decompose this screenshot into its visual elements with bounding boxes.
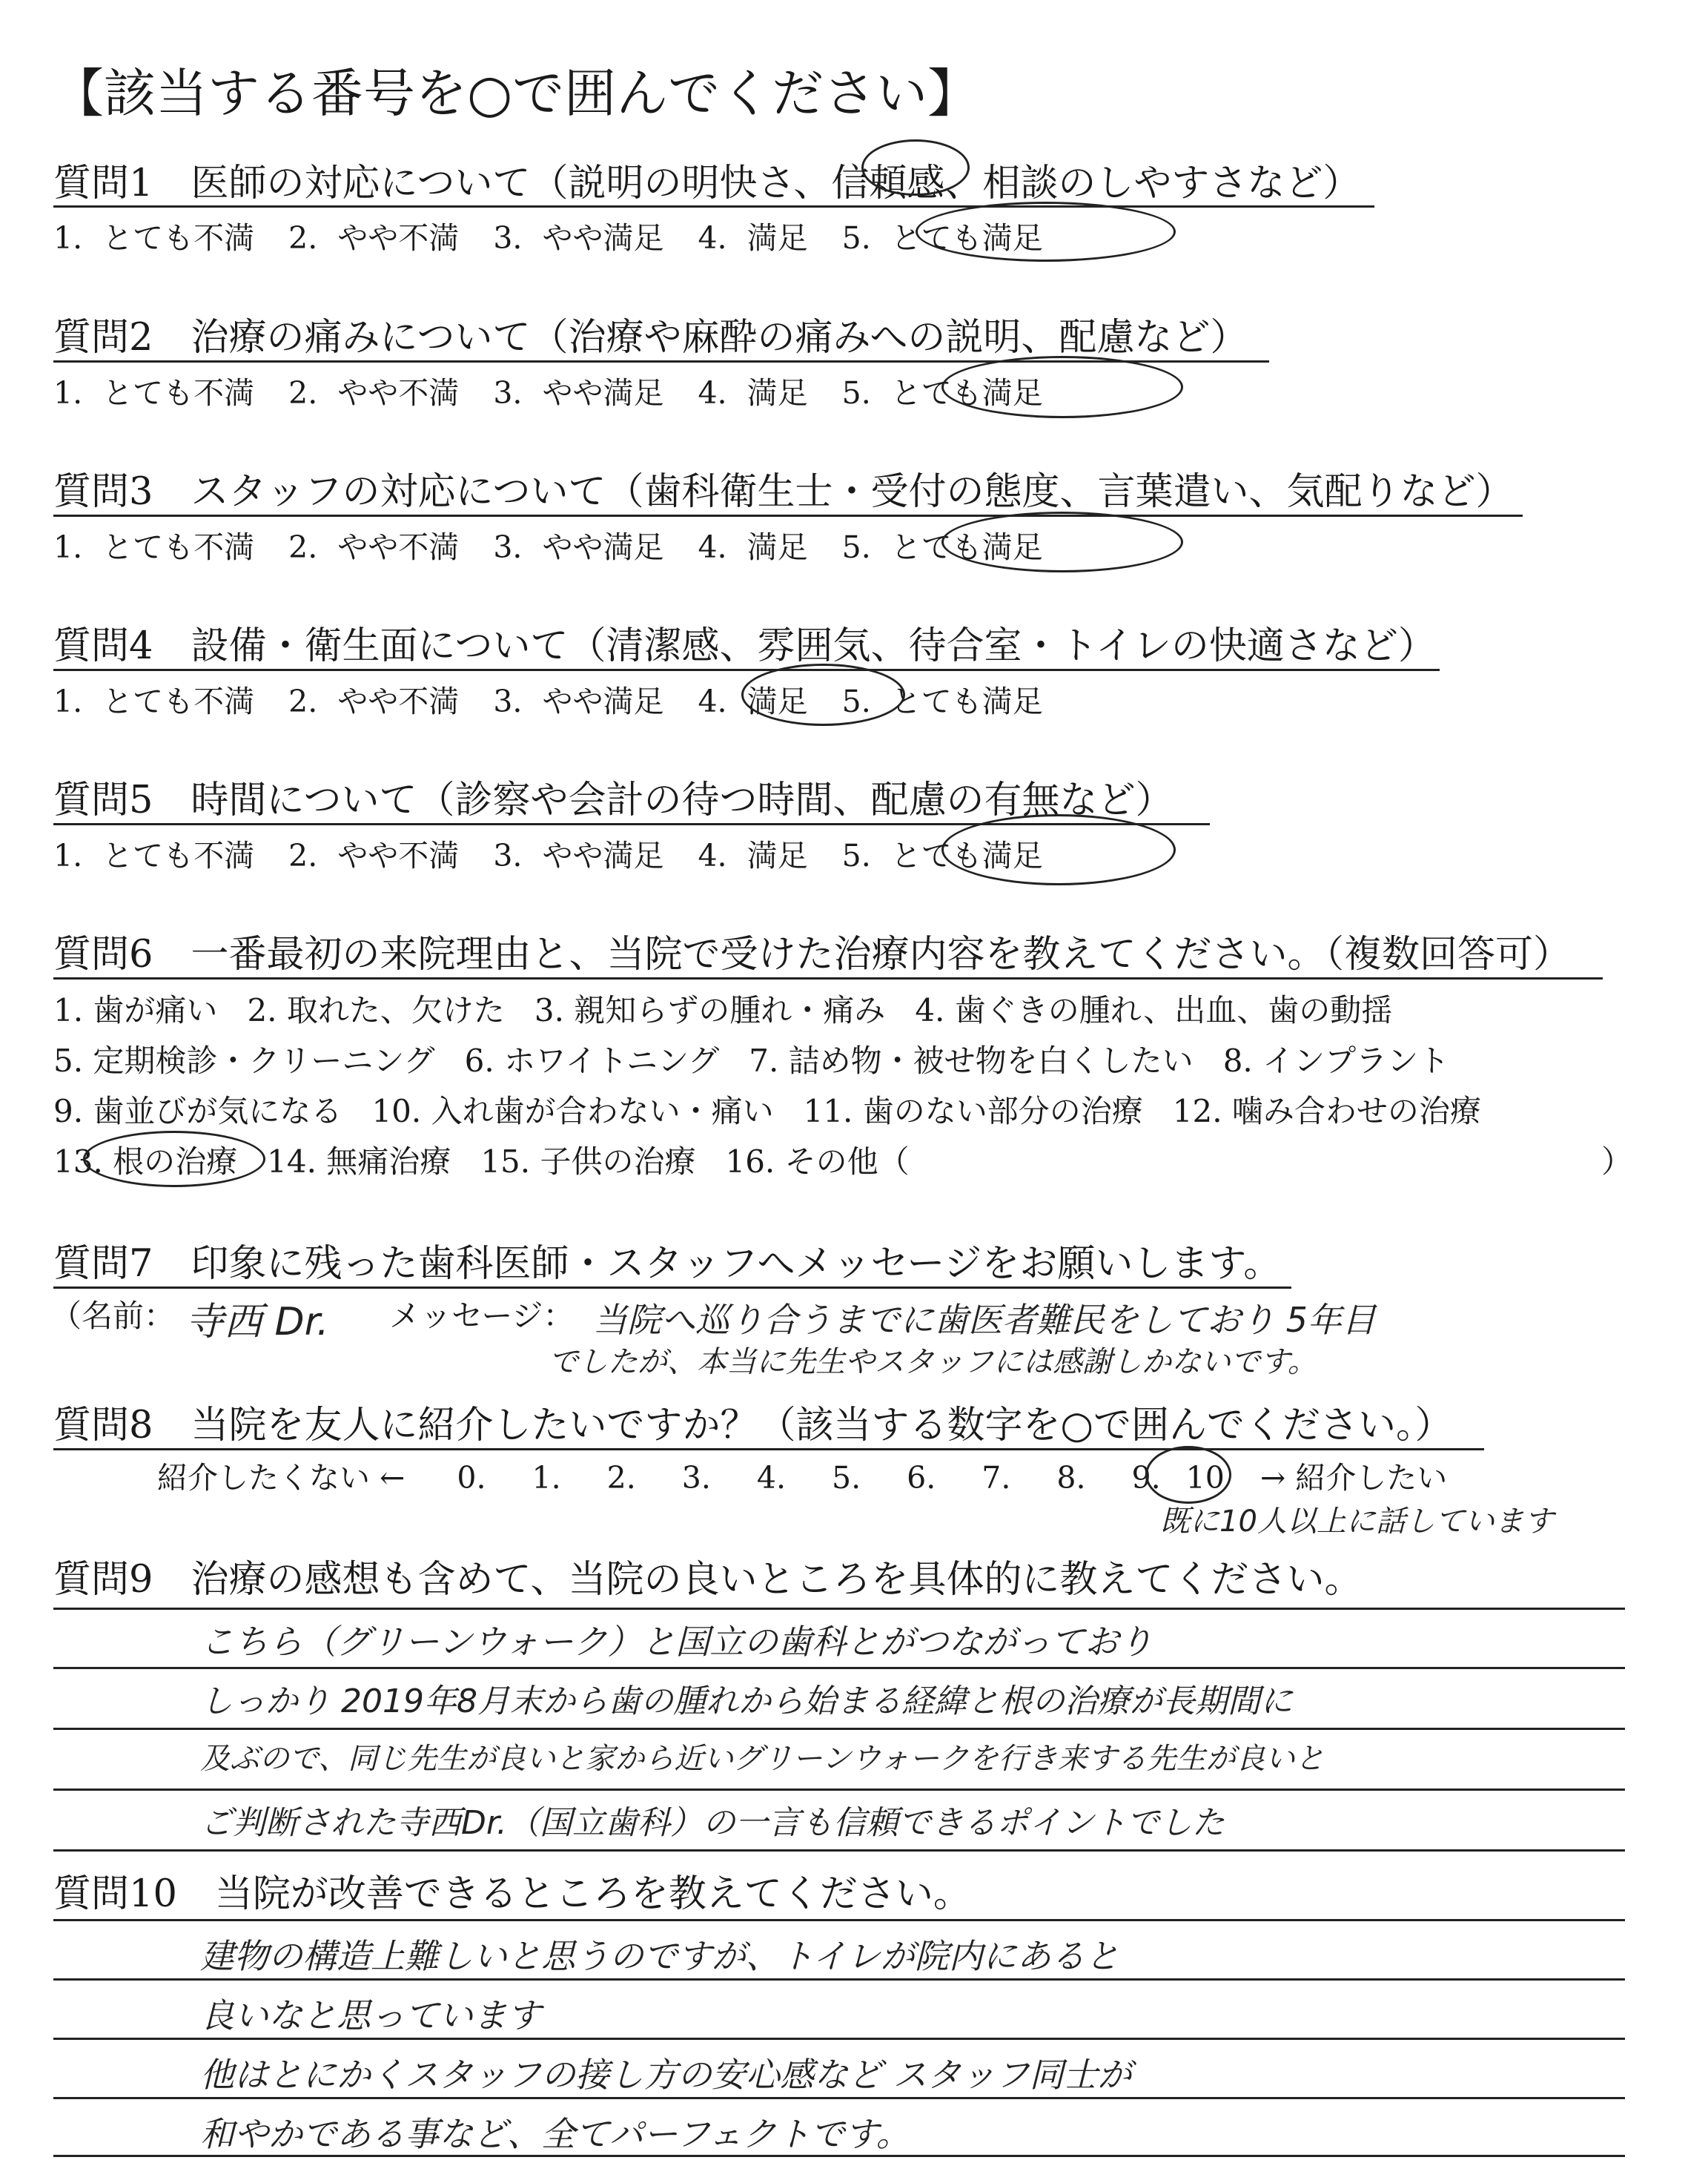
- q4-option-2[interactable]: 2. やや不満: [288, 684, 460, 719]
- question-1-header: [53, 152, 1360, 207]
- question-5-header: [53, 769, 1173, 824]
- q3-option-2[interactable]: 2. やや不満: [288, 529, 460, 565]
- q9-rule-5: [53, 1849, 1625, 1852]
- q5-option-3[interactable]: 3. やや満足: [493, 838, 664, 873]
- question-5-label: 質問5: [53, 779, 153, 822]
- q8-option-9[interactable]: 9.: [1131, 1460, 1161, 1496]
- q1-text-circle: [861, 139, 970, 196]
- q3-option-3[interactable]: 3. やや満足: [493, 529, 664, 565]
- question-1-label: 質問1: [53, 162, 153, 205]
- q7-message-line-1[interactable]: 当院へ巡り合うまでに歯医者難民をしており 5年目: [593, 1300, 1376, 1340]
- q2-option-2[interactable]: 2. やや不満: [288, 375, 460, 411]
- q3-option-1[interactable]: 1. とても不満: [53, 529, 255, 565]
- q6-row-2: [53, 1037, 1479, 1081]
- q8-option-7[interactable]: 7.: [982, 1460, 1011, 1496]
- q6-option-4[interactable]: 4. 歯ぐきの腫れ、出血、歯の動揺: [915, 992, 1393, 1028]
- q5-option-1[interactable]: 1. とても不満: [53, 838, 255, 873]
- question-4-text: 設備・衛生面について（清潔感、雰囲気、待合室・トイレの快適さなど）: [191, 624, 1436, 668]
- question-6-underline: [53, 977, 1603, 980]
- q2-option-5[interactable]: 5. とても満足: [841, 375, 1043, 411]
- question-4-underline: [53, 669, 1440, 671]
- q8-scale: [157, 1453, 1447, 1497]
- question-7-label: 質問7: [53, 1242, 153, 1286]
- q9-rule-2: [53, 1667, 1625, 1669]
- question-4-header: [53, 615, 1436, 670]
- q3-option-4[interactable]: 4. 満足: [698, 529, 808, 565]
- q9-answer-line-2[interactable]: しっかり 2019年8月末から歯の腫れから始まる経緯と根の治療が長期間に: [200, 1682, 1293, 1720]
- q10-rule-1: [53, 1919, 1625, 1921]
- question-10-header: [53, 1863, 971, 1918]
- question-3-options: [53, 523, 1043, 567]
- question-7-text: 印象に残った歯科医師・スタッフへメッセージをお願いします。: [191, 1242, 1282, 1286]
- q7-message-label: メッセージ：: [389, 1298, 575, 1334]
- q8-option-8[interactable]: 8.: [1056, 1460, 1086, 1496]
- q10-answer-line-2[interactable]: 良いなと思っています: [200, 1995, 541, 2035]
- question-10-text: 当院が改善できるところを教えてください。: [214, 1872, 971, 1916]
- q5-option-4[interactable]: 4. 満足: [698, 838, 808, 873]
- q1-option-4[interactable]: 4. 満足: [698, 220, 808, 256]
- q8-selected-circle: [1145, 1446, 1231, 1504]
- question-9-text: 治療の感想も含めて、当院の良いところを具体的に教えてください。: [191, 1558, 1363, 1602]
- q5-option-5[interactable]: 5. とても満足: [841, 838, 1043, 873]
- q4-option-4[interactable]: 4. 満足: [698, 684, 808, 719]
- q1-option-2[interactable]: 2. やや不満: [288, 220, 460, 256]
- q4-selected-circle: [741, 664, 905, 726]
- q1-option-5[interactable]: 5. とても満足: [841, 220, 1043, 256]
- q3-selected-circle: [941, 512, 1183, 572]
- question-9-header: [53, 1548, 1362, 1603]
- q8-option-3[interactable]: 3.: [681, 1460, 711, 1496]
- q8-option-6[interactable]: 6.: [907, 1460, 936, 1496]
- q4-option-5[interactable]: 5. とても満足: [841, 684, 1043, 719]
- q8-option-5[interactable]: 5.: [832, 1460, 861, 1496]
- q6-option-10[interactable]: 10. 入れ歯が合わない・痛い: [371, 1093, 774, 1129]
- q9-rule-4: [53, 1789, 1625, 1791]
- q10-answer-line-3[interactable]: 他はとにかくスタッフの接し方の安心感など スタッフ同士が: [200, 2055, 1132, 2095]
- q6-row-3: [53, 1087, 1511, 1132]
- q8-option-1[interactable]: 1.: [532, 1460, 561, 1496]
- q6-option-7[interactable]: 7. 詰め物・被せ物を白くしたい: [749, 1043, 1194, 1079]
- question-5-options: [53, 831, 1043, 875]
- question-9-label: 質問9: [53, 1558, 153, 1602]
- q6-option-1[interactable]: 1. 歯が痛い: [53, 992, 218, 1028]
- q2-option-1[interactable]: 1. とても不満: [53, 375, 255, 411]
- q9-answer-line-3[interactable]: 及ぶので、同じ先生が良いと家から近いグリーンウォークを行き来する先生が良いと: [200, 1742, 1325, 1776]
- q8-option-2[interactable]: 2.: [606, 1460, 636, 1496]
- question-7-underline: [53, 1287, 1291, 1289]
- question-2-header: [53, 306, 1248, 361]
- question-6-label: 質問6: [53, 933, 153, 977]
- q6-option-11[interactable]: 11. 歯のない部分の治療: [803, 1093, 1143, 1129]
- q1-option-3[interactable]: 3. やや満足: [493, 220, 664, 256]
- q6-option-16[interactable]: 16. その他（: [725, 1143, 910, 1180]
- q6-option-8[interactable]: 8. インプラント: [1222, 1043, 1450, 1079]
- question-8-text: 当院を友人に紹介したいですか？（該当する数字を○で囲んでください。）: [191, 1404, 1453, 1447]
- q9-rule-1: [53, 1608, 1625, 1610]
- question-3-label: 質問3: [53, 470, 153, 514]
- q6-option-14[interactable]: 14. 無痛治療: [267, 1143, 451, 1180]
- q6-option-5[interactable]: 5. 定期検診・クリーニング: [53, 1043, 435, 1079]
- question-7-header: [53, 1232, 1281, 1287]
- q10-answer-line-4[interactable]: 和やかである事など、全てパーフェクトです。: [200, 2114, 910, 2154]
- q8-option-10-selected[interactable]: 10: [1185, 1460, 1225, 1496]
- q6-other-close-paren: ）: [1601, 1143, 1633, 1180]
- q1-selected-circle: [916, 202, 1176, 262]
- question-10-label: 質問10: [53, 1872, 177, 1916]
- question-3-header: [53, 460, 1513, 515]
- q8-option-4[interactable]: 4.: [756, 1460, 787, 1496]
- q8-right-label: → 紹介したい: [1260, 1460, 1448, 1496]
- q6-option-12[interactable]: 12. 噛み合わせの治療: [1172, 1093, 1481, 1129]
- q3-option-5[interactable]: 5. とても満足: [841, 529, 1043, 565]
- q6-row-1: [53, 986, 1422, 1031]
- question-1-text: 医師の対応について（説明の明快さ、信頼感、相談のしやすさなど）: [191, 162, 1361, 205]
- q6-option-9[interactable]: 9. 歯並びが気になる: [53, 1093, 342, 1129]
- question-8-label: 質問8: [53, 1404, 153, 1447]
- question-2-text: 治療の痛みについて（治療や麻酔の痛みへの説明、配慮など）: [191, 316, 1248, 360]
- question-8-underline: [53, 1448, 1484, 1450]
- q8-left-label: 紹介したくない ←: [157, 1460, 406, 1496]
- q10-rule-4: [53, 2097, 1625, 2099]
- q7-name-label: （名前：: [50, 1298, 176, 1334]
- q1-option-1[interactable]: 1. とても不満: [53, 220, 255, 256]
- q10-answer-line-1[interactable]: 建物の構造上難しいと思うのですが、トイレが院内にあると: [200, 1936, 1119, 1976]
- question-2-options: [53, 369, 1043, 412]
- q9-rule-3: [53, 1728, 1625, 1730]
- question-3-underline: [53, 515, 1523, 517]
- question-1-options: [53, 214, 1043, 257]
- q8-option-0[interactable]: 0.: [457, 1460, 486, 1496]
- q6-selected-circle: [83, 1131, 265, 1187]
- q10-rule-2: [53, 1978, 1625, 1981]
- question-2-label: 質問2: [53, 316, 153, 360]
- page-title: 【該当する番号を○で囲んでください】: [52, 63, 980, 124]
- q2-option-4[interactable]: 4. 満足: [698, 375, 808, 411]
- question-8-header: [53, 1394, 1452, 1449]
- q6-option-15[interactable]: 15. 子供の治療: [480, 1143, 696, 1180]
- q7-name-value[interactable]: 寺西 Dr.: [185, 1300, 329, 1344]
- q10-rule-3: [53, 2038, 1625, 2040]
- q7-message-line-2[interactable]: でしたが、本当に先生やスタッフには感謝しかないです。: [549, 1345, 1317, 1379]
- q9-answer-line-4[interactable]: ご判断された寺西Dr.（国立歯科）の一言も信頼できるポイントでした: [200, 1804, 1225, 1842]
- q6-option-6[interactable]: 6. ホワイトニング: [464, 1043, 720, 1079]
- q5-option-2[interactable]: 2. やや不満: [288, 838, 460, 873]
- q8-handwritten-note[interactable]: 既に10人以上に話しています: [1160, 1505, 1554, 1539]
- q4-option-3[interactable]: 3. やや満足: [493, 684, 664, 719]
- q6-option-13[interactable]: 13. 根の治療: [53, 1143, 238, 1180]
- question-6-text: 一番最初の来院理由と、当院で受けた治療内容を教えてください。（複数回答可）: [191, 933, 1571, 977]
- question-4-label: 質問4: [53, 624, 153, 668]
- question-1-underline: [53, 205, 1374, 208]
- q2-selected-circle: [941, 356, 1183, 418]
- q6-option-2[interactable]: 2. 取れた、欠けた: [247, 992, 505, 1028]
- q9-answer-line-1[interactable]: こちら（グリーンウォーク）と国立の歯科とがつながっており: [200, 1622, 1153, 1662]
- q4-option-1[interactable]: 1. とても不満: [53, 684, 255, 719]
- question-6-header: [53, 923, 1571, 978]
- question-3-text: スタッフの対応について（歯科衛生士・受付の態度、言葉遣い、気配りなど）: [191, 470, 1514, 514]
- question-5-text: 時間について（診察や会計の待つ時間、配慮の有無など）: [191, 779, 1174, 822]
- q5-selected-circle: [941, 814, 1176, 885]
- q2-option-3[interactable]: 3. やや満足: [493, 375, 664, 411]
- q6-option-3[interactable]: 3. 親知らずの腫れ・痛み: [534, 992, 886, 1028]
